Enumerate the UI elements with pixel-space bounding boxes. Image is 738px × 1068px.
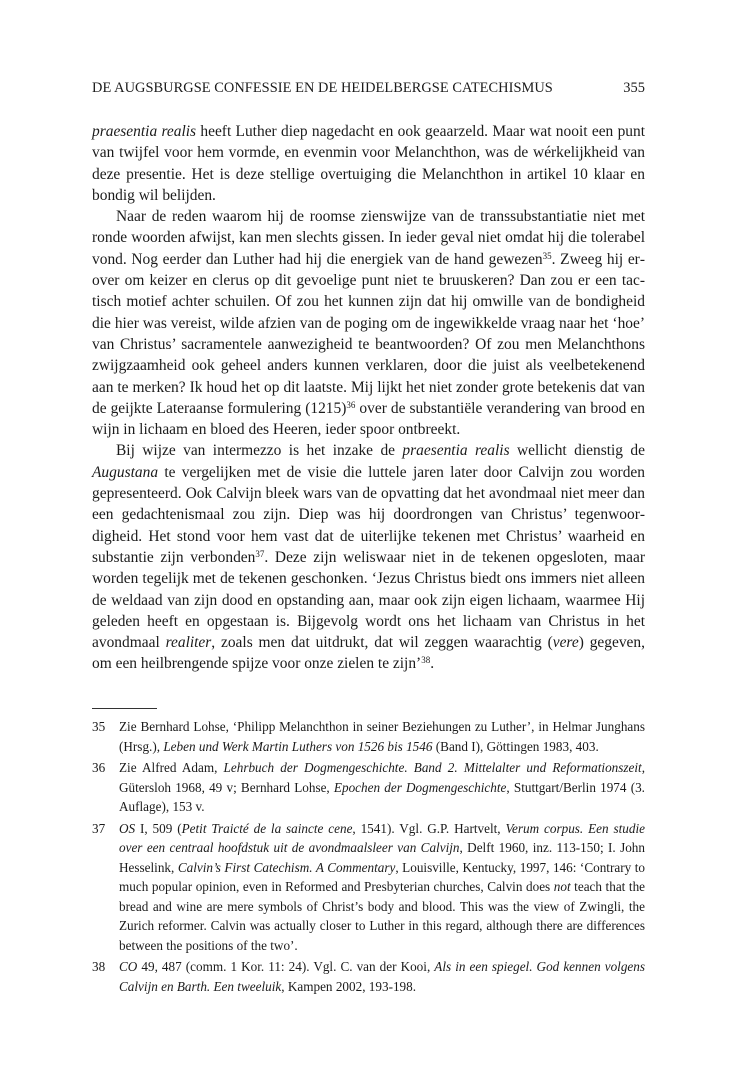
- footnote: [92, 957, 645, 996]
- italic-text: Als in een spiegel. God kennen volgens Calvijn en Barth. Een tweeluik: [119, 959, 645, 994]
- text-run: , Louisville, Kentucky, 1997, 146: ‘Contrary to much popular opinion, even in Reformed and Presbyterian churches, Calvin does: [119, 859, 645, 894]
- text-run: , Kampen 2002, 193-198.: [281, 978, 417, 994]
- footnote-ref: 38: [421, 655, 431, 666]
- text-run: te vergelijken met de visie die luttele jaren later door Calvijn zou worden gepresenteerd. Ook Calvijn bleek wars van de opvatting dat het avondmaal niet meer dan een gedachtenismaal zou zijn. Diep was hij doordrongen van Christus’ tegenwoordigheid. Het stond voor hem vast dat de uiterlijke tekenen met Christus’ waarheid en substantie zijn verbonden: [92, 463, 645, 566]
- text-run: , Delft 1960, inz. 113-150; I. John Hesselink,: [119, 840, 645, 875]
- text-run: heeft Luther diep nagedacht en ook geaarzeld. Maar wat nooit een punt van twijfel voor hem vormde, en evenmin voor Melanchthon, was de wérkelijkheid van deze presentie. Het is deze stellige overtuiging die Melanchthon in artikel 10 klaar en bondig wil belijden.: [92, 123, 646, 204]
- running-header: [92, 80, 645, 100]
- footnote: [92, 717, 645, 756]
- italic-text: OS: [119, 820, 136, 836]
- text-run: (Band I), Göttingen 1983, 403.: [432, 738, 599, 754]
- text-run: Zie Alfred Adam,: [119, 760, 224, 775]
- italic-text: Augustana: [92, 463, 159, 481]
- italic-text: vere: [552, 634, 579, 652]
- italic-text: Verum corpus. Een studie over een centraal hoofdstuk uit de avondmaalsleer van Calvijn: [119, 820, 645, 855]
- footnotes: [92, 717, 645, 998]
- text-run: 49, 487 (comm. 1 Kor. 11: 24). Vgl. C. van der Kooi,: [137, 959, 435, 974]
- text-run: Naar de reden waarom hij de roomse zienswijze van de transsubstantiatie niet met ronde woorden afwijst, kan men slechts gissen. In ieder geval niet omdat hij die tolerabel vond. Nog eerder dan Luther had hij die energiek van de hand gewezen: [92, 208, 645, 268]
- text-run: over de substantiële verandering van brood en wijn in lichaam en bloed des Heeren, ieder spoor ontbreekt.: [92, 399, 645, 439]
- footnote-number: 37: [92, 820, 106, 836]
- body-paragraph: [92, 121, 645, 206]
- body-paragraph: [92, 206, 645, 440]
- italic-text: Calvin’s First Catechism. A Commentary: [177, 859, 396, 875]
- text-run: Zie Bernhard Lohse, ‘Philipp Melanchthon in seiner Beziehungen zu Luther’, in Helmar Junghans (Hrsg.),: [119, 719, 645, 754]
- text-run: ) gegeven, om een heilbrengende spijze voor onze zielen te zijn’: [92, 634, 645, 673]
- italic-text: Petit Traicté de la saincte cene: [181, 820, 353, 836]
- italic-text: Leben und Werk Martin Luthers von 1526 bis 1546: [163, 738, 433, 754]
- italic-text: praesentia realis: [402, 442, 510, 460]
- page-number: 355: [623, 80, 645, 96]
- footnote-ref: 37: [255, 548, 265, 559]
- footnote-separator: [92, 708, 157, 709]
- text-run: . Deze zijn weliswaar niet in de tekenen opgesloten, maar worden tegelijk met de tekenen geschonken. ‘Jezus Christus biedt ons immers niet alleen de weldaad van zijn dood en opstanding aan, maar ook zijn eigen lichaam, waarmee Hij geleden heeft en opgestaan is. Bijgevolg wordt ons het lichaam van Christus in het avondmaal: [92, 548, 645, 652]
- text-run: . Zweeg hij erover om keizer en clerus op dit gevoelige punt niet te bruuskeren? Dan zou er een tactisch motief achter schuilen. Of zou het kunnen zijn dat hij omwille van de bondigheid die hier was vereist, wilde afzien van de poging om de ingewikkelde vraag naar het ‘hoe’ van Christus’ sacramentele aanwezigheid te beantwoorden? Of zou men Melanchthons zwijgzaamheid ook geheel anders kunnen verklaren, door die juist als veelbetekenend aan te merken? Ik houd het op dit laatste. Mij lijkt het niet zonder grote betekenis dat van de geijkte Lateraanse formulering (1215): [92, 250, 645, 417]
- running-title: DE AUGSBURGSE CONFESSIE EN DE HEIDELBERGSE CATECHISMUS: [92, 80, 553, 96]
- italic-text: Epochen der Dogmengeschichte: [333, 779, 507, 795]
- footnote-ref: 36: [346, 399, 356, 410]
- footnote-number: 36: [92, 760, 106, 775]
- body-paragraph: [92, 440, 645, 674]
- text-run: , Stuttgart/Berlin 1974 (3. Auflage), 153 v.: [119, 779, 645, 814]
- footnote-number: 35: [92, 719, 106, 734]
- main-text: [92, 121, 645, 675]
- italic-text: CO: [119, 959, 138, 974]
- text-run: teach that the bread and wine are mere symbols of Christ’s body and blood. This was the view of Zwingli, the Zurich reformer. Calvin was actually closer to Luther in this regard, although there are differences between the positions of the two’.: [119, 879, 646, 953]
- text-run: .: [430, 655, 435, 673]
- footnote: [92, 819, 645, 956]
- footnote-number: 38: [92, 959, 106, 974]
- footnote: [92, 758, 645, 817]
- text-run: Bij wijze van intermezzo is het inzake de: [116, 442, 403, 460]
- italic-text: not: [553, 879, 571, 894]
- text-run: I, 509 (: [135, 820, 182, 836]
- text-run: , Gütersloh 1968, 49 v; Bernhard Lohse,: [119, 760, 646, 795]
- italic-text: Lehrbuch der Dogmengeschichte. Band 2. Mittelalter und Reformationszeit: [223, 760, 642, 775]
- italic-text: realiter: [165, 634, 212, 652]
- text-run: , zoals men dat uitdrukt, dat wil zeggen waarachtig (: [211, 634, 553, 652]
- text-run: wellicht dienstig de: [509, 442, 645, 460]
- footnote-ref: 35: [542, 250, 552, 261]
- italic-text: praesentia realis: [92, 123, 197, 140]
- text-run: , 1541). Vgl. G.P. Hartvelt,: [352, 820, 506, 836]
